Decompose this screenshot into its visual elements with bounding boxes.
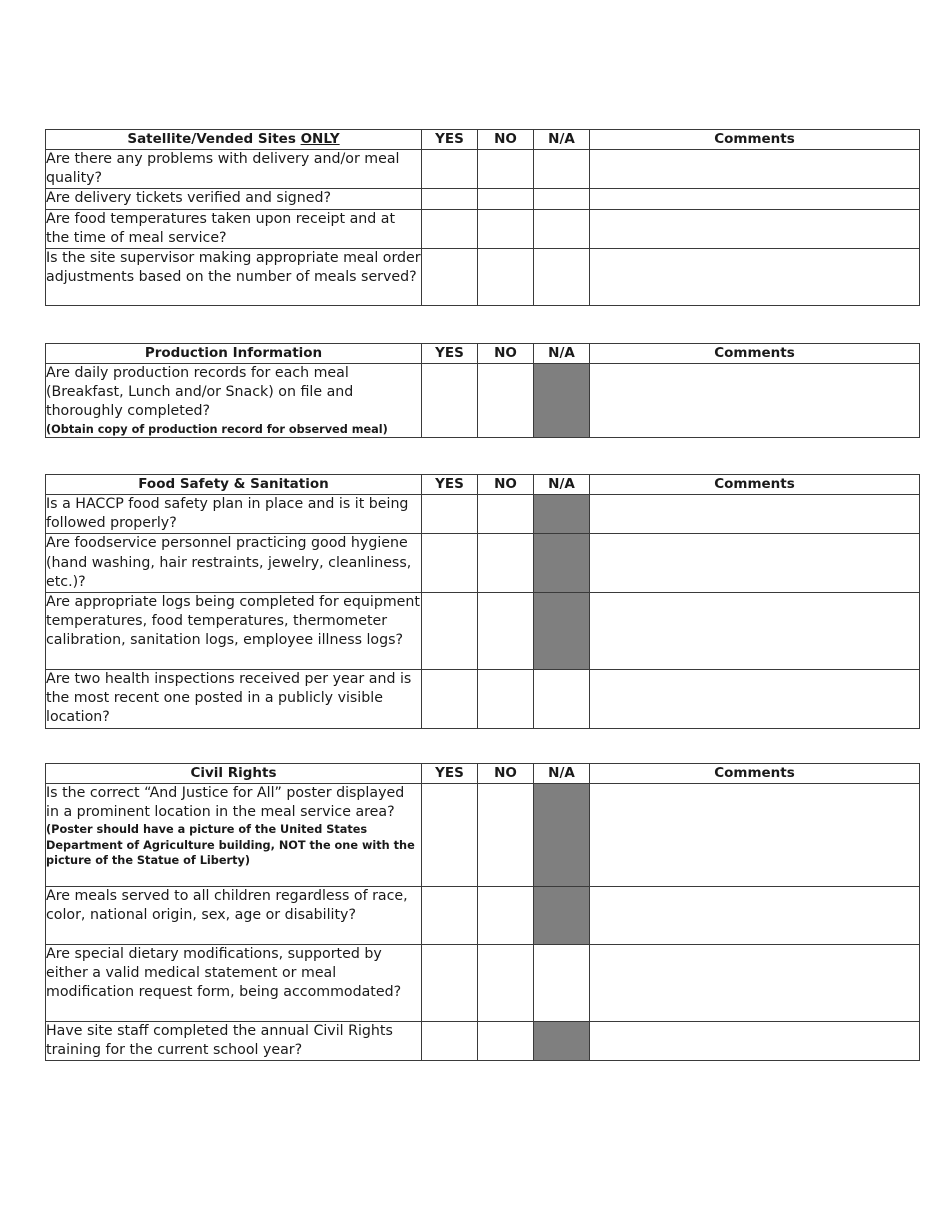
no-cell[interactable] [478,945,534,1022]
table-row [46,670,920,729]
table-row [46,364,920,438]
question-text: Is a HACCP food safety plan in place and is it being followed properly? [46,495,422,534]
comments-column-header: Comments [590,344,920,364]
question-note: (Poster should have a picture of the United States Department of Agriculture building, NOT the one with the picture of the Statue of Liberty) [46,823,415,868]
question-text: Are foodservice personnel practicing good hygiene (hand washing, hair restraints, jewelry, cleanliness, etc.)? [46,534,422,593]
section-title: Civil Rights [46,764,422,784]
yes-cell[interactable] [422,364,478,438]
na-cell[interactable] [534,249,590,306]
section-title: Production Information [46,344,422,364]
yes-column-header: YES [422,130,478,150]
comments-cell[interactable] [590,534,920,593]
comments-column-header: Comments [590,475,920,495]
yes-cell[interactable] [422,249,478,306]
question-text: Are special dietary modifications, supported by either a valid medical statement or meal modification request form, being accommodated? [46,945,422,1022]
comments-cell[interactable] [590,495,920,534]
question-text: Is the correct “And Justice for All” poster displayed in a prominent location in the meal service area? [46,785,405,821]
yes-column-header: YES [422,475,478,495]
yes-cell[interactable] [422,670,478,729]
yes-cell[interactable] [422,945,478,1022]
section-title: Food Safety & Sanitation [46,475,422,495]
table-header-row [46,130,920,150]
na-cell[interactable] [534,209,590,248]
na-cell-shaded [534,364,590,438]
table-row [46,784,920,887]
yes-cell[interactable] [422,534,478,593]
na-cell-shaded [534,1022,590,1061]
table-row [46,945,920,1022]
comments-cell[interactable] [590,209,920,248]
question-text: Have site staff completed the annual Civil Rights training for the current school year? [46,1022,422,1061]
food-safety-sanitation-table [45,474,920,729]
na-cell[interactable] [534,189,590,209]
yes-column-header: YES [422,344,478,364]
na-cell-shaded [534,534,590,593]
question-text: Are two health inspections received per year and is the most recent one posted in a publicly visible location? [46,670,422,729]
no-cell[interactable] [478,593,534,670]
satellite-vended-sites-table [45,129,920,306]
comments-cell[interactable] [590,887,920,945]
question-note: (Obtain copy of production record for observed meal) [46,422,388,436]
table-row [46,189,920,209]
comments-cell[interactable] [590,364,920,438]
question-cell [46,364,422,438]
yes-column-header: YES [422,764,478,784]
yes-cell[interactable] [422,1022,478,1061]
comments-cell[interactable] [590,1022,920,1061]
comments-cell[interactable] [590,189,920,209]
na-cell-shaded [534,887,590,945]
comments-cell[interactable] [590,670,920,729]
na-column-header: N/A [534,130,590,150]
no-cell[interactable] [478,249,534,306]
no-column-header: NO [478,475,534,495]
no-cell[interactable] [478,364,534,438]
table-row [46,593,920,670]
question-text: Is the site supervisor making appropriate meal order adjustments based on the number of meals served? [46,249,422,306]
no-column-header: NO [478,344,534,364]
question-text: Are delivery tickets verified and signed? [46,189,422,209]
comments-cell[interactable] [590,593,920,670]
no-cell[interactable] [478,784,534,887]
table-row [46,1022,920,1061]
section-title-underlined: ONLY [300,131,340,147]
table-row [46,887,920,945]
no-column-header: NO [478,764,534,784]
comments-cell[interactable] [590,150,920,189]
yes-cell[interactable] [422,209,478,248]
na-cell-shaded [534,784,590,887]
question-cell [46,784,422,887]
na-cell-shaded [534,495,590,534]
na-column-header: N/A [534,475,590,495]
no-column-header: NO [478,130,534,150]
section-title [46,130,422,150]
na-cell[interactable] [534,150,590,189]
yes-cell[interactable] [422,150,478,189]
yes-cell[interactable] [422,189,478,209]
comments-column-header: Comments [590,130,920,150]
na-column-header: N/A [534,344,590,364]
table-row [46,534,920,593]
comments-column-header: Comments [590,764,920,784]
table-header-row [46,764,920,784]
comments-cell[interactable] [590,945,920,1022]
question-text: Are meals served to all children regardless of race, color, national origin, sex, age or disability? [46,887,422,945]
no-cell[interactable] [478,209,534,248]
yes-cell[interactable] [422,887,478,945]
table-header-row [46,475,920,495]
no-cell[interactable] [478,189,534,209]
yes-cell[interactable] [422,593,478,670]
na-cell[interactable] [534,945,590,1022]
na-cell-shaded [534,593,590,670]
comments-cell[interactable] [590,784,920,887]
table-row [46,209,920,248]
question-text: Are appropriate logs being completed for equipment temperatures, food temperatures, thermometer calibration, sanitation logs, employee illness logs? [46,593,422,670]
question-text: Are food temperatures taken upon receipt and at the time of meal service? [46,209,422,248]
production-information-table [45,343,920,438]
yes-cell[interactable] [422,495,478,534]
no-cell[interactable] [478,1022,534,1061]
comments-cell[interactable] [590,249,920,306]
no-cell[interactable] [478,670,534,729]
no-cell[interactable] [478,534,534,593]
no-cell[interactable] [478,887,534,945]
question-text: Are there any problems with delivery and/or meal quality? [46,150,422,189]
table-row [46,249,920,306]
table-row [46,150,920,189]
table-row [46,495,920,534]
civil-rights-table [45,763,920,1061]
section-title-text: Satellite/Vended Sites [127,131,301,147]
question-text: Are daily production records for each meal (Breakfast, Lunch and/or Snack) on file and thoroughly completed? [46,365,354,420]
yes-cell[interactable] [422,784,478,887]
na-cell[interactable] [534,670,590,729]
na-column-header: N/A [534,764,590,784]
no-cell[interactable] [478,495,534,534]
no-cell[interactable] [478,150,534,189]
table-header-row [46,344,920,364]
